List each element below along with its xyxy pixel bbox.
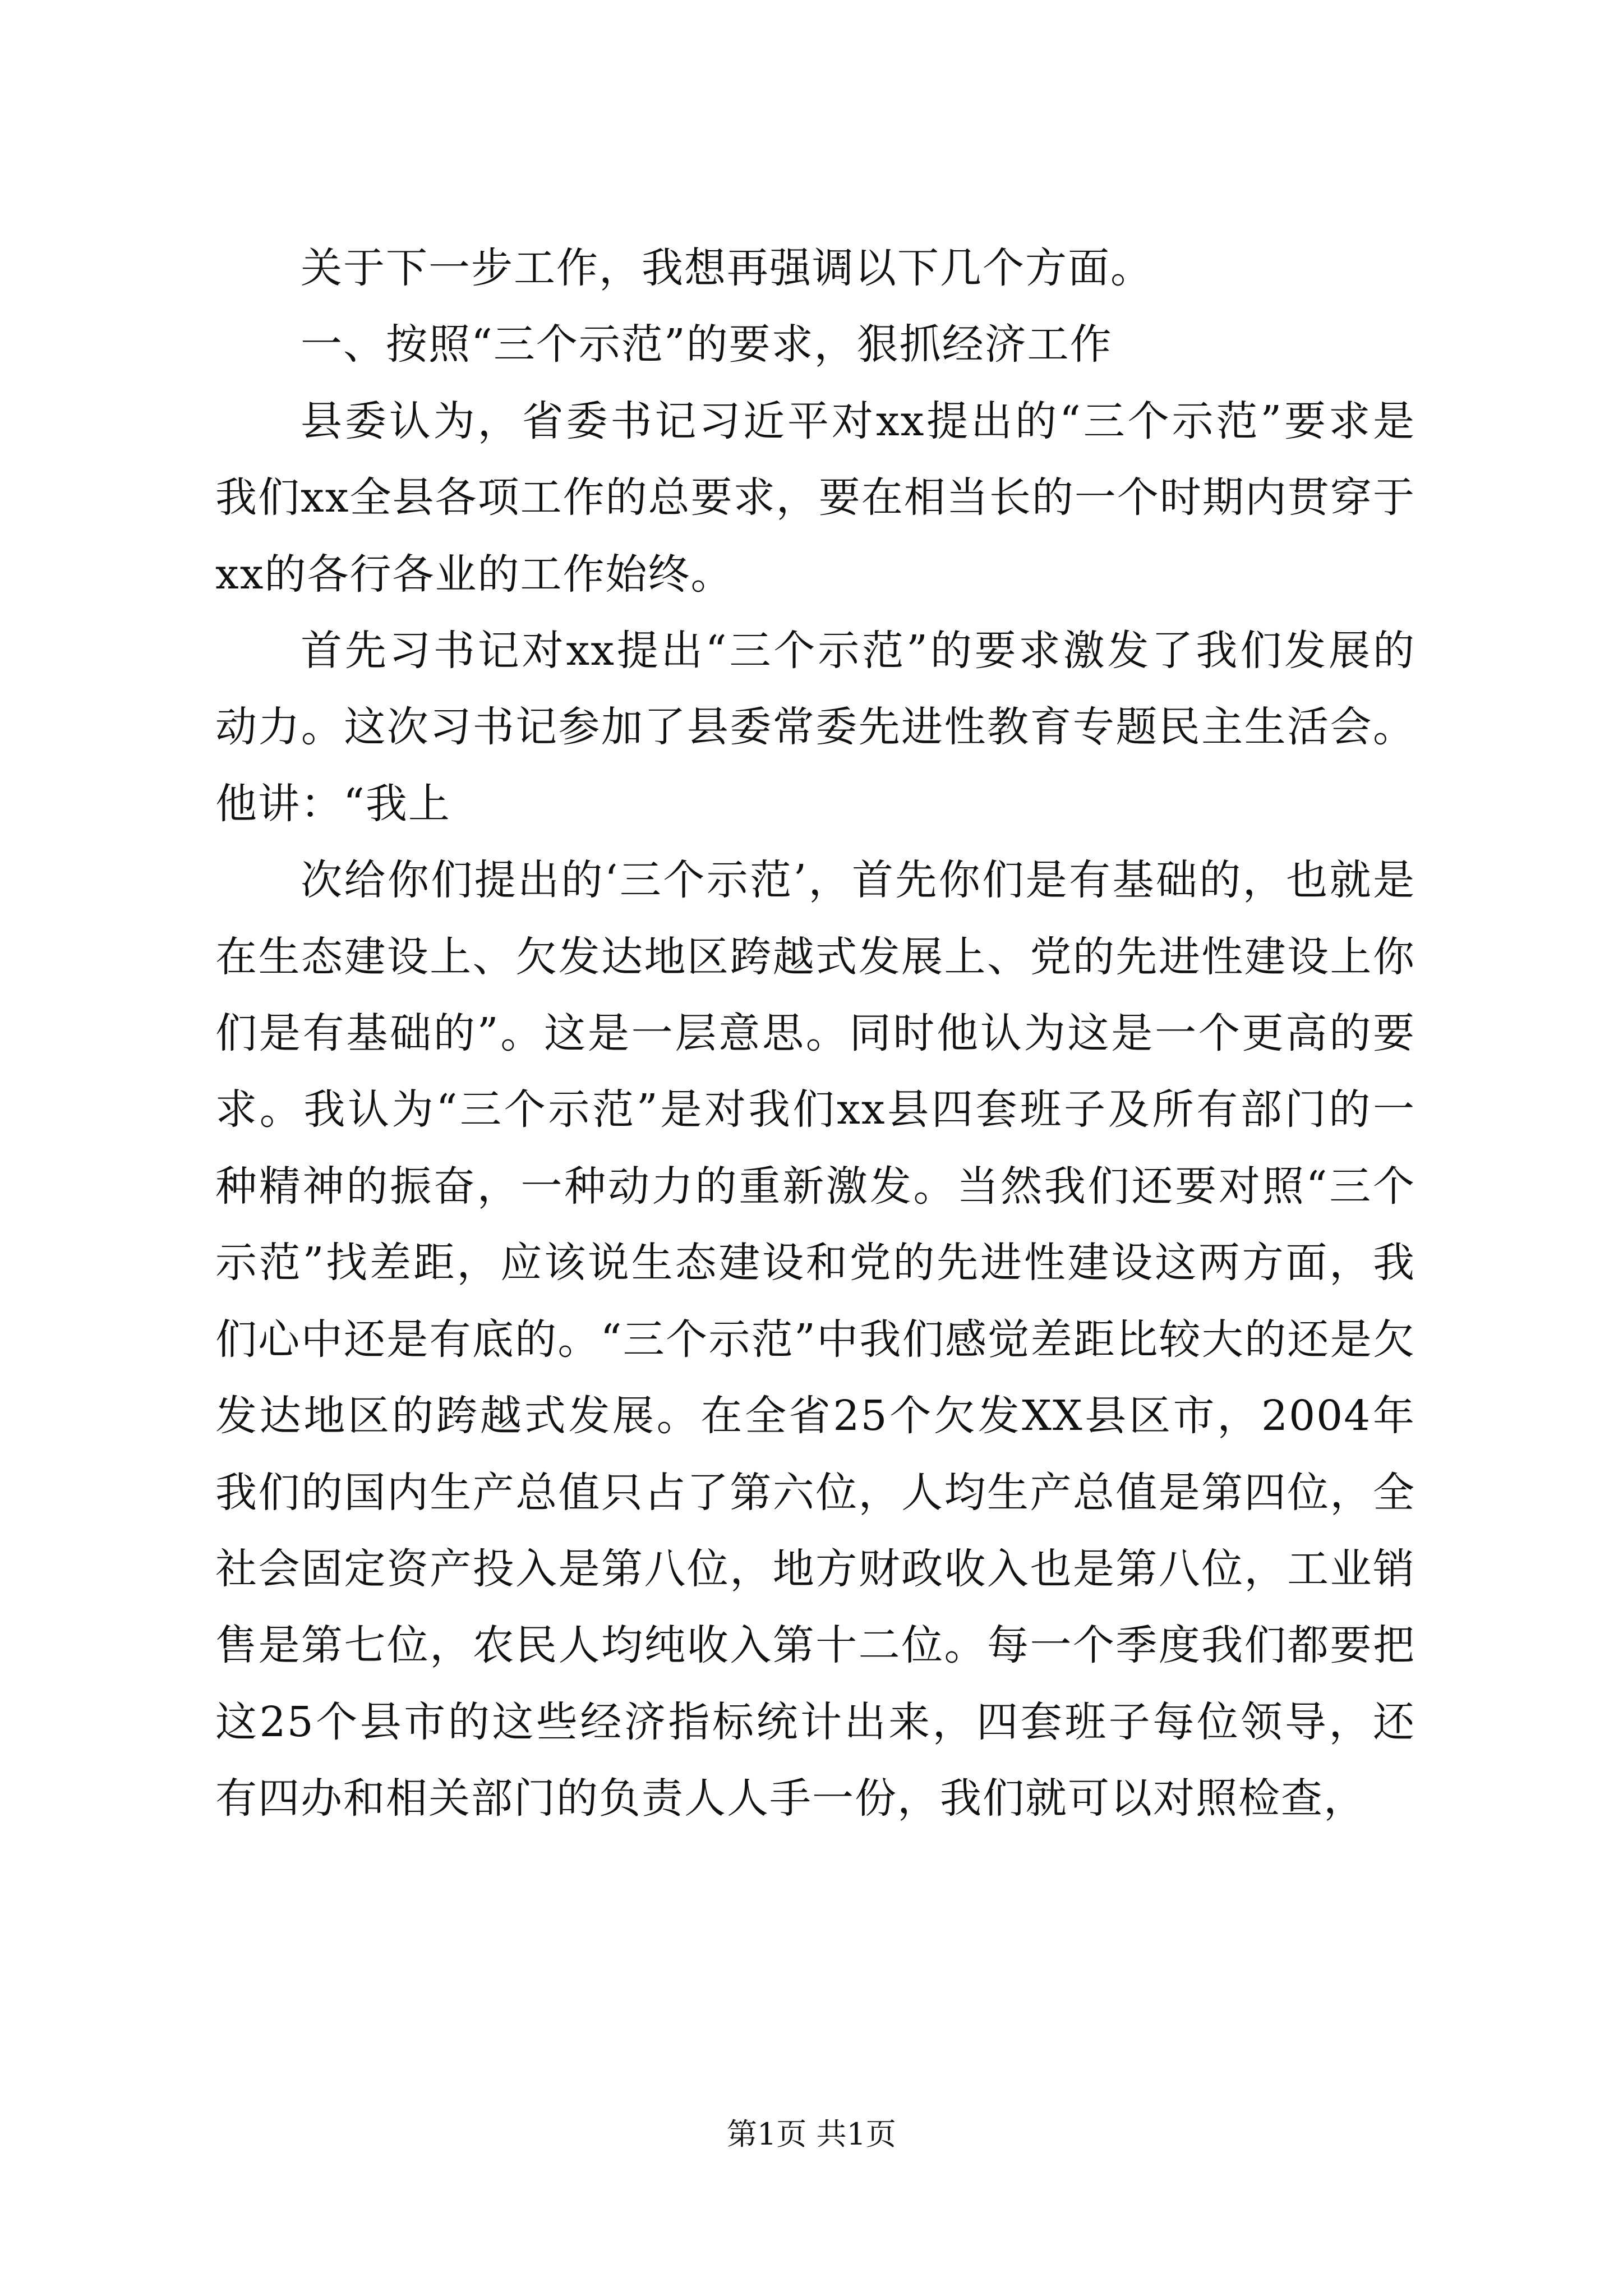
- section-heading: 一、按照“三个示范”的要求，狠抓经济工作: [301, 320, 1113, 369]
- document-body: [215, 230, 1415, 1837]
- page-footer: 第1页 共1页: [727, 2116, 896, 2152]
- paragraph-intro: 关于下一步工作，我想再强调以下几个方面。: [301, 244, 1153, 292]
- paragraph-secretary-xi: 首先习书记对xx提出“三个示范”的要求激发了我们发展的动力。这次习书记参加了县委常委先进性教育专题民主生活会。他讲：“我上: [215, 627, 1415, 828]
- paragraph-county-committee: 县委认为，省委书记习近平对xx提出的“三个示范”要求是我们xx全县各项工作的总要求，要在相当长的一个时期内贯穿于xx的各行各业的工作始终。: [215, 397, 1415, 599]
- paragraph-three-demonstrations: 次给你们提出的‘三个示范’，首先你们是有基础的，也就是在生态建设上、欠发达地区跨越式发展上、党的先进性建设上你们是有基础的”。这是一层意思。同时他认为这是一个更高的要求。我认为“三个示范”是对我们xx县四套班子及所有部门的一种精神的振奋，一种动力的重新激发。当然我们还要对照“三个示范”找差距，应该说生态建设和党的先进性建设这两方面，我们心中还是有底的。“三个示范”中我们感觉差距比较大的还是欠发达地区的跨越式发展。在全省25个欠发XX县区市，2004年我们的国内生产总值只占了第六位，人均生产总值是第四位，全社会固定资产投入是第八位，地方财政收入也是第八位，工业销售是第七位，农民人均纯收入第十二位。每一个季度我们都要把这25个县市的这些经济指标统计出来，四套班子每位领导，还有四办和相关部门的负责人人手一份，我们就可以对照检查，: [215, 856, 1415, 1823]
